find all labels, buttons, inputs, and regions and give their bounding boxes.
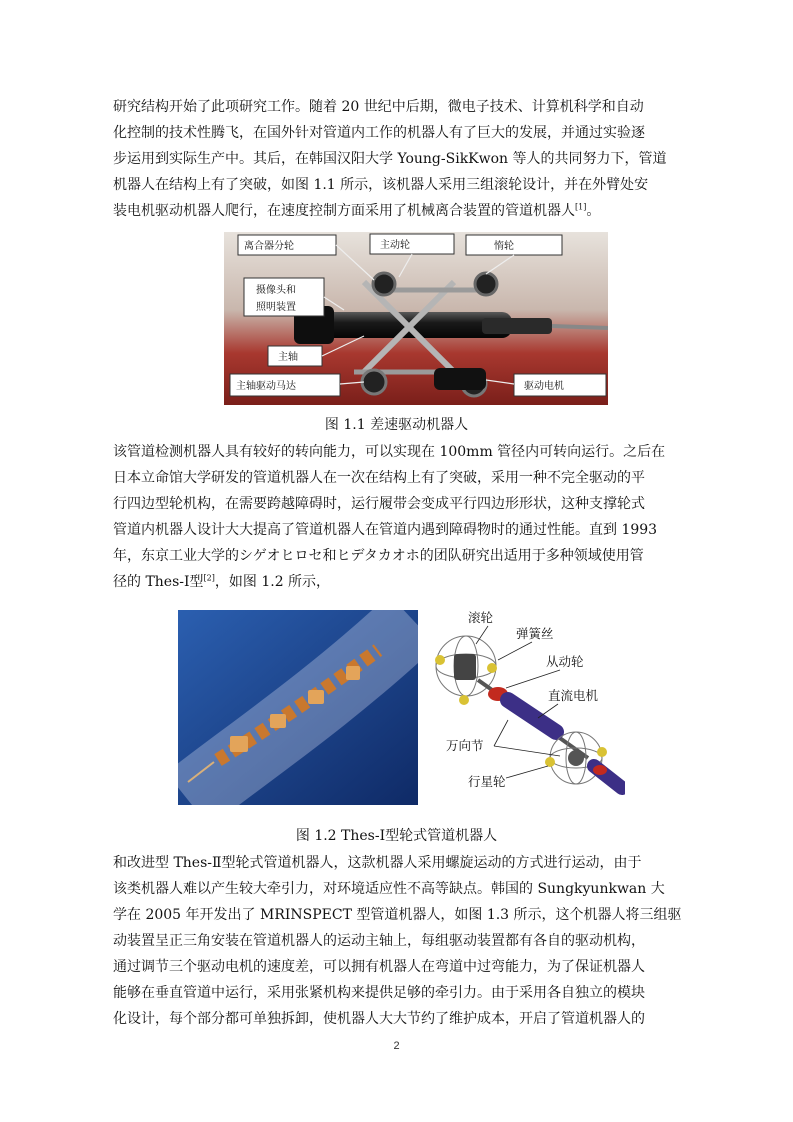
text-line: 研究结构开始了此项研究工作。随着 20 世纪中后期，微电子技术、计算机科学和自动 bbox=[113, 99, 644, 115]
text-line: 步运用到实际生产中。其后，在韩国汉阳大学 Young-SikKwon 等人的共同努力下，管道 bbox=[113, 151, 667, 167]
text-line: 通过调节三个驱动电机的速度差，可以拥有机器人在弯道中过弯能力，为了保证机器人 bbox=[113, 959, 645, 975]
text-line: 该管道检测机器人具有较好的转向能力，可以实现在 100mm 管径内可转向运行。之后在 bbox=[113, 444, 666, 460]
text-line: 管道内机器人设计大大提高了管道机器人在管道内遇到障碍物时的通过性能。直到 1993 bbox=[113, 522, 658, 538]
page-number: 2 bbox=[393, 1040, 400, 1052]
text-line: 年，东京工业大学的シゲオヒロセ和ヒデタカオホ的团队研究出适用于多种领域使用管 bbox=[113, 548, 644, 564]
citation-ref[interactable]: [2] bbox=[203, 573, 215, 583]
svg-text:惰轮: 惰轮 bbox=[494, 241, 514, 252]
text-line: 装电机驱动机器人爬行，在速度控制方面采用了机械离合装置的管道机器人[1]。 bbox=[113, 202, 601, 219]
svg-text:驱动电机: 驱动电机 bbox=[524, 381, 564, 392]
svg-text:主动轮: 主动轮 bbox=[380, 240, 410, 251]
text-line: 该类机器人难以产生较大牵引力，对环境适应性不高等缺点。韩国的 Sungkyunkwan 大 bbox=[113, 881, 665, 897]
text-line: 化设计，每个部分都可单独拆卸，使机器人大大节约了维护成本，开启了管道机器人的 bbox=[113, 1011, 645, 1027]
figure-1-2-diagram bbox=[428, 608, 625, 806]
label-shaft-motor bbox=[230, 374, 340, 396]
svg-text:主轴驱动马达: 主轴驱动马达 bbox=[236, 381, 296, 392]
label-drive-motor bbox=[514, 374, 606, 396]
text-line: 机器人在结构上有了突破，如图 1.1 所示，该机器人采用三组滚轮设计，并在外臂处安 bbox=[113, 177, 649, 193]
text-line: 化控制的技术性腾飞，在国外针对管道内工作的机器人有了巨大的发展，并通过实验逐 bbox=[113, 125, 645, 141]
svg-text:照明装置: 照明装置 bbox=[256, 302, 296, 313]
text-line: 径的 Thes-Ⅰ型[2]，如图 1.2 所示， bbox=[113, 573, 331, 590]
label-drive-wheel bbox=[370, 234, 454, 254]
wheel-icon bbox=[475, 273, 497, 295]
text-line: 和改进型 Thes-Ⅱ型轮式管道机器人，这款机器人采用螺旋运动的方式进行运动，由于 bbox=[113, 855, 642, 871]
wheel-icon bbox=[373, 273, 395, 295]
citation-ref[interactable]: [1] bbox=[575, 202, 587, 212]
svg-text:离合器分轮: 离合器分轮 bbox=[244, 241, 294, 252]
label-spring: 弹簧丝 bbox=[516, 626, 554, 641]
text-line: 行四边型轮机构，在需要跨越障碍时，运行履带会变成平行四边形形状，这种支撑轮式 bbox=[113, 496, 645, 512]
svg-text:主轴: 主轴 bbox=[278, 352, 298, 363]
label-idler bbox=[466, 235, 562, 255]
svg-text:摄像头和: 摄像头和 bbox=[256, 285, 296, 296]
label-planetary: 行星轮 bbox=[468, 774, 506, 789]
text-line: 日本立命馆大学研发的管道机器人在一次在结构上有了突破，采用一种不完全驱动的平 bbox=[113, 470, 645, 486]
wheel-icon bbox=[362, 370, 386, 394]
figure-1-1-caption: 图 1.1 差速驱动机器人 bbox=[324, 417, 469, 433]
paragraph-intro bbox=[113, 94, 683, 224]
label-main-shaft bbox=[268, 346, 322, 366]
figure-1-2-photo bbox=[178, 610, 418, 805]
figure-1-1-photo bbox=[224, 232, 608, 405]
text-line: 学在 2005 年开发出了 MRINSPECT 型管道机器人，如图 1.3 所示，这个机器人将三组驱 bbox=[113, 907, 682, 923]
figure-1-2-caption: 图 1.2 Thes-Ⅰ型轮式管道机器人 bbox=[295, 828, 498, 844]
label-universal-joint: 万向节 bbox=[446, 738, 484, 753]
paragraph-development bbox=[113, 439, 683, 595]
label-dc-motor: 直流电机 bbox=[548, 688, 599, 703]
label-driven-wheel: 从动轮 bbox=[546, 654, 584, 669]
label-clutch bbox=[238, 235, 336, 255]
text-line: 动装置呈正三角安装在管道机器人的运动主轴上，每组驱动装置都有各自的驱动机构， bbox=[113, 933, 645, 949]
paragraph-improved bbox=[113, 850, 683, 1032]
label-roller: 滚轮 bbox=[468, 610, 494, 625]
label-camera-lighting bbox=[244, 278, 324, 316]
text-line: 能够在垂直管道中运行，采用张紧机构来提供足够的牵引力。由于采用各自独立的模块 bbox=[113, 985, 645, 1001]
